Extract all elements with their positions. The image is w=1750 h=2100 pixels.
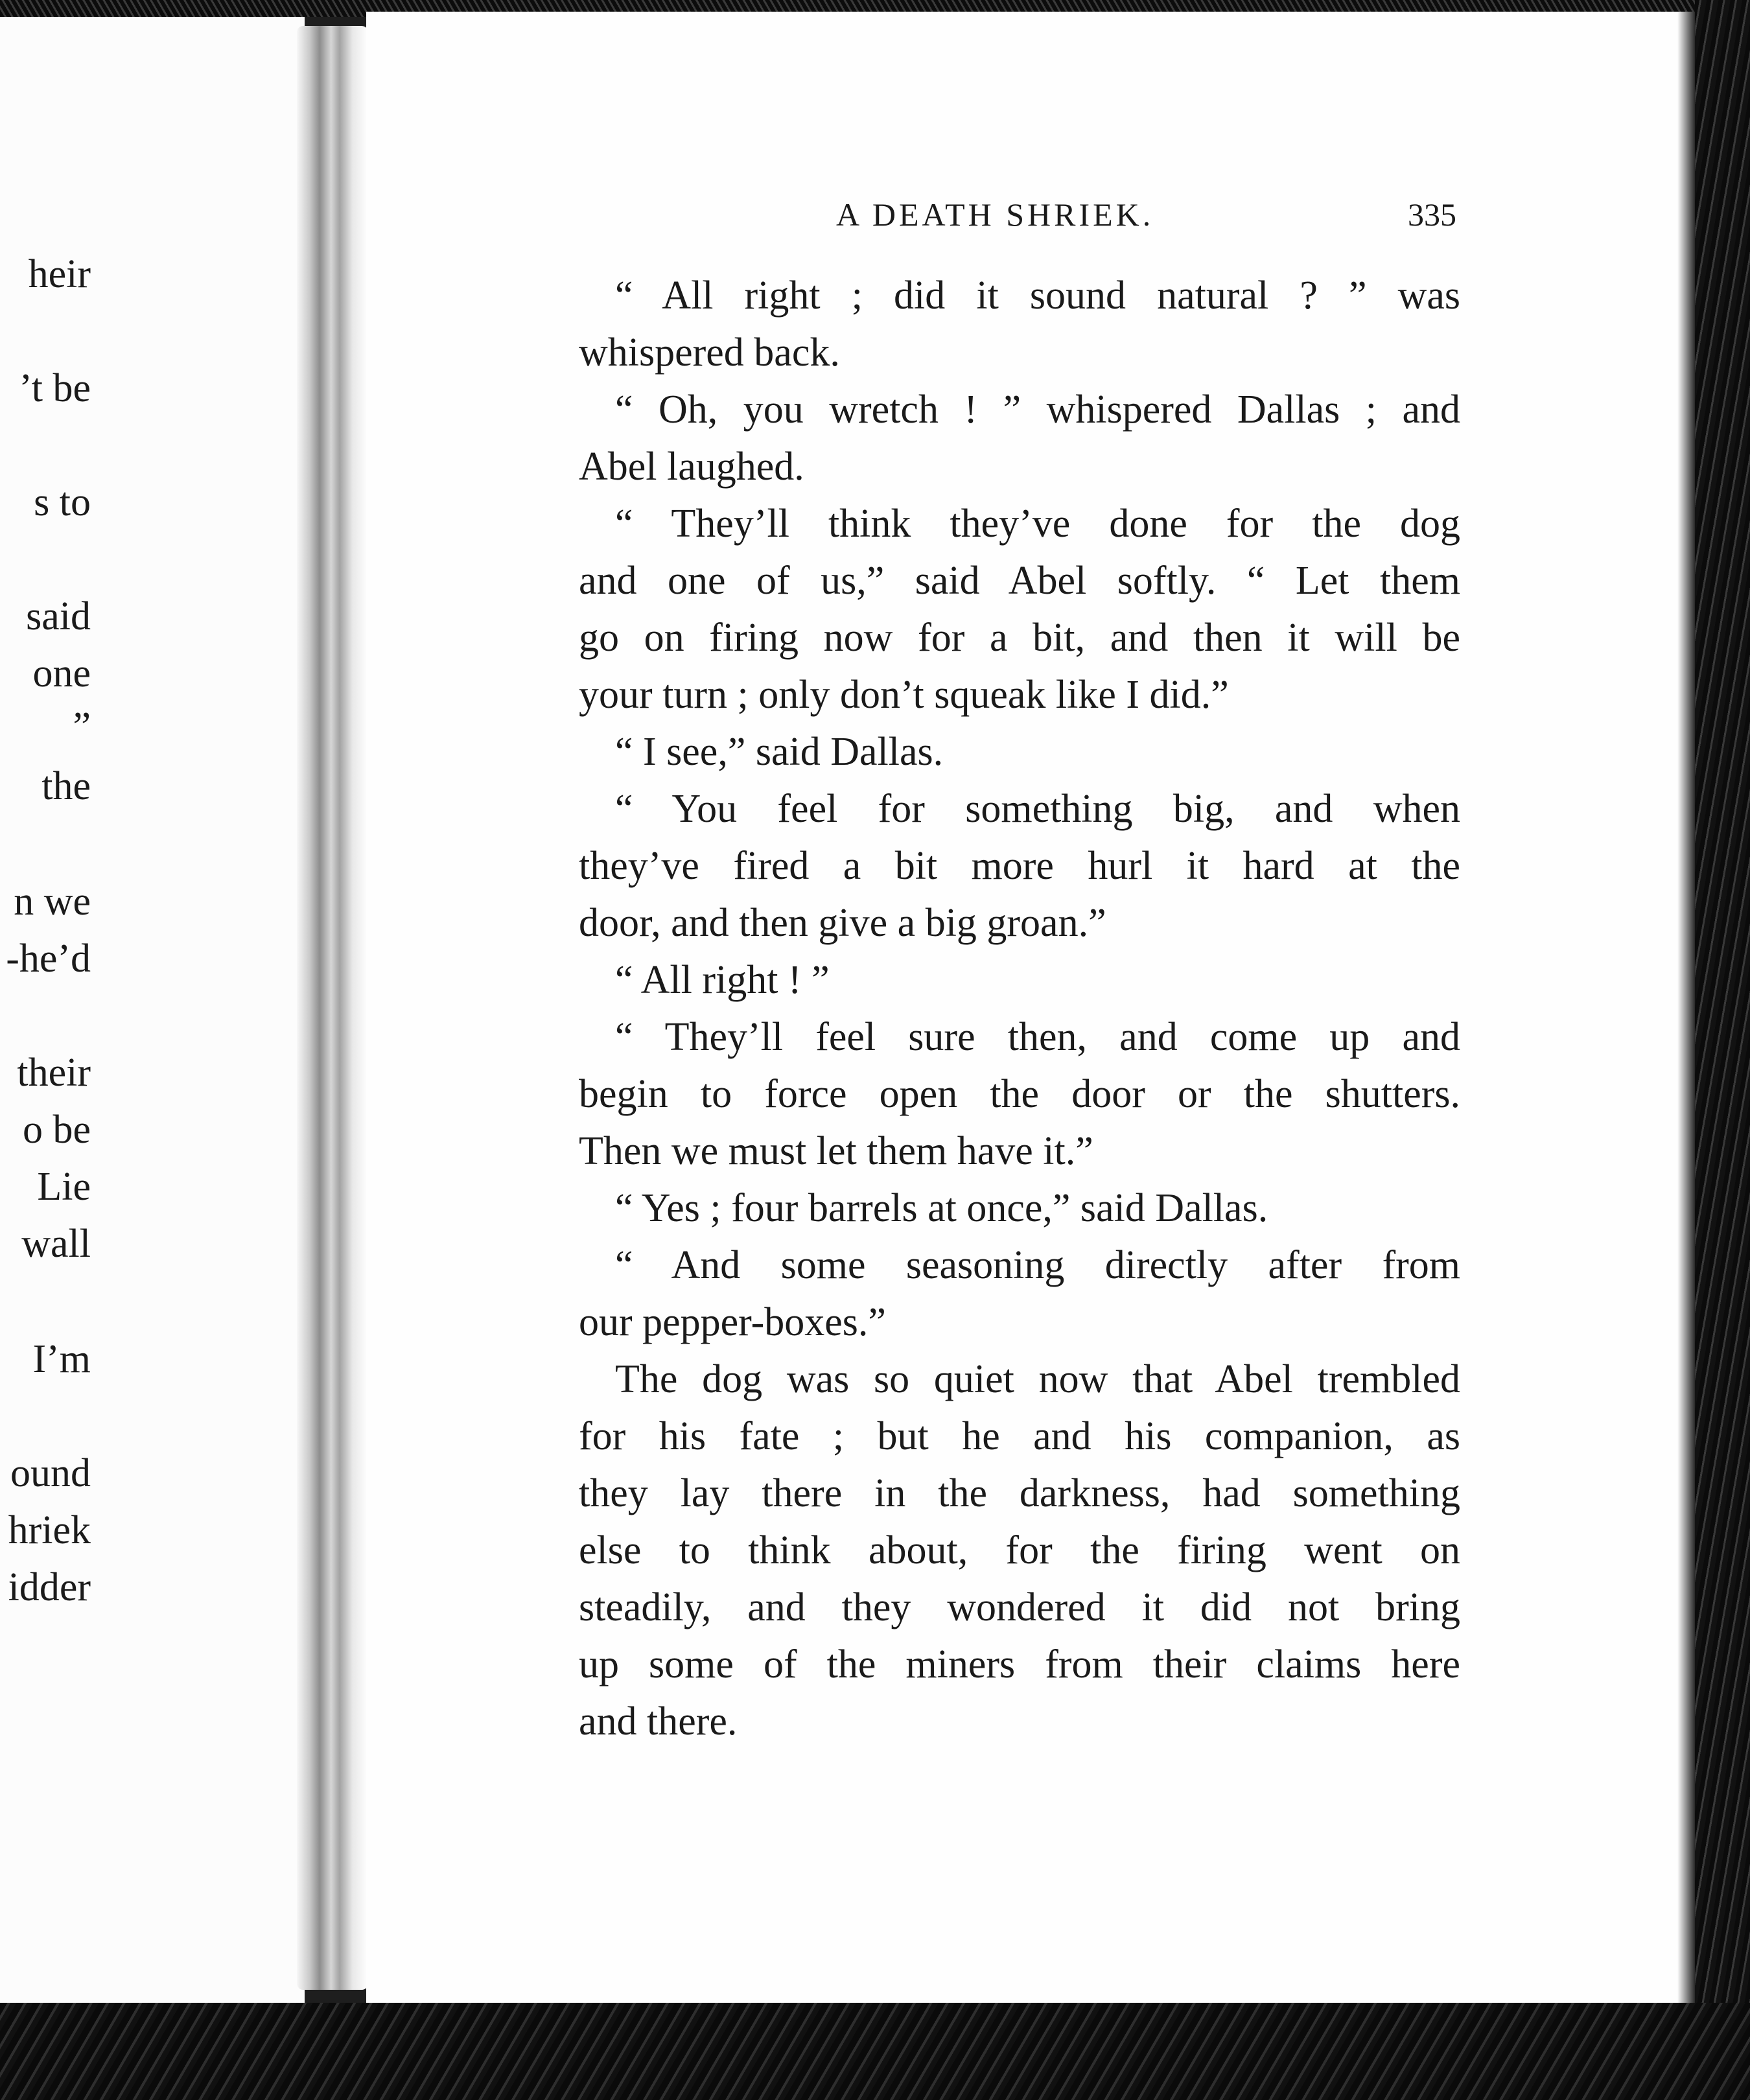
text-line: Abel laughed.	[579, 445, 804, 489]
text-line: “ All right ; did it sound natural ? ” was	[615, 274, 1460, 318]
left-page-text-fragments	[0, 17, 305, 2003]
scan-edge-bottom	[0, 2003, 1750, 2100]
left-page-fragment: said	[26, 594, 91, 638]
left-page-fragment: hriek	[8, 1508, 91, 1552]
left-page-fragment: s to	[34, 480, 91, 524]
left-page-fragment: one	[32, 651, 91, 695]
text-line: they lay there in the darkness, had something	[579, 1471, 1460, 1515]
left-page	[0, 17, 305, 2003]
page-edge-shadow	[1677, 12, 1696, 2003]
left-page-fragment: wall	[21, 1222, 91, 1266]
text-line: begin to force open the door or the shutters.	[579, 1072, 1460, 1116]
left-page-fragment: heir	[28, 252, 91, 296]
text-line: for his fate ; but he and his companion, as	[579, 1414, 1460, 1458]
text-line: “ I see,” said Dallas.	[615, 730, 944, 774]
left-page-fragment: the	[41, 764, 91, 808]
left-page-fragment: ’t be	[19, 366, 91, 410]
left-page-fragment: idder	[8, 1565, 91, 1609]
text-line: and one of us,” said Abel softly. “ Let them	[579, 559, 1460, 603]
text-line: and there.	[579, 1699, 738, 1744]
left-page-fragment: their	[17, 1051, 91, 1095]
text-line: our pepper-boxes.”	[579, 1300, 886, 1344]
text-line: door, and then give a big groan.”	[579, 901, 1106, 945]
text-line: “ Yes ; four barrels at once,” said Dallas.	[615, 1186, 1268, 1230]
page-number: 335	[1408, 196, 1456, 233]
text-line: “ They’ll feel sure then, and come up and	[615, 1015, 1460, 1059]
scan-edge-right	[1695, 0, 1750, 2100]
text-line: go on firing now for a bit, and then it will be	[579, 616, 1460, 660]
left-page-fragment: Lie	[37, 1165, 91, 1209]
text-line: “ They’ll think they’ve done for the dog	[615, 502, 1460, 546]
left-page-fragment: ound	[10, 1451, 91, 1495]
left-page-fragment: o be	[22, 1108, 91, 1152]
text-line: “ All right ! ”	[615, 958, 830, 1002]
running-header: A DEATH SHRIEK.	[836, 196, 1154, 233]
text-line: The dog was so quiet now that Abel trembled	[615, 1357, 1460, 1401]
body-text	[579, 267, 1460, 1750]
left-page-fragment: I’m	[32, 1337, 91, 1381]
text-line: they’ve fired a bit more hurl it hard at the	[579, 844, 1460, 888]
text-line: Then we must let them have it.”	[579, 1129, 1093, 1173]
text-line: up some of the miners from their claims here	[579, 1642, 1460, 1686]
text-line: “ Oh, you wretch ! ” whispered Dallas ; and	[615, 388, 1460, 432]
left-page-fragment: ”	[73, 705, 91, 749]
left-page-fragment: n we	[14, 880, 91, 924]
text-line: steadily, and they wondered it did not bring	[579, 1585, 1460, 1629]
left-page-fragment: -he’d	[6, 937, 91, 981]
text-line: your turn ; only don’t squeak like I did.”	[579, 673, 1229, 717]
text-line: “ And some seasoning directly after from	[615, 1243, 1460, 1287]
text-line: “ You feel for something big, and when	[615, 787, 1460, 831]
text-line: else to think about, for the firing went on	[579, 1528, 1460, 1572]
book-gutter	[297, 26, 368, 1990]
text-line: whispered back.	[579, 331, 840, 375]
